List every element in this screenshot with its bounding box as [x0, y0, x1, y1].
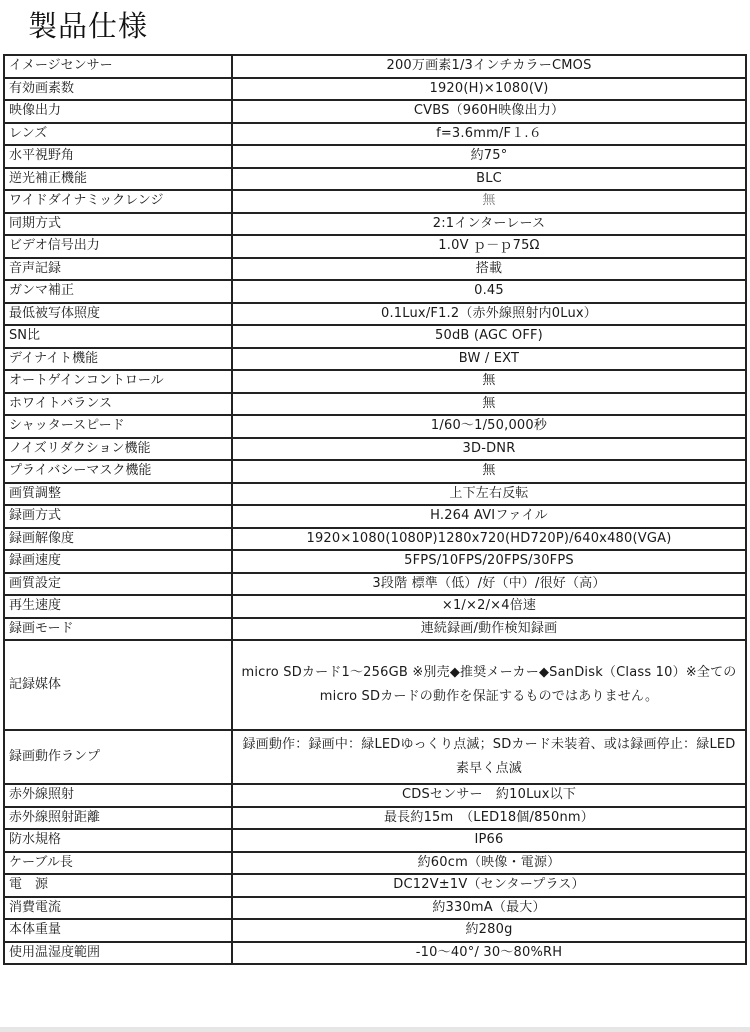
spec-label: 画質設定 — [4, 573, 232, 596]
spec-label: プライバシーマスク機能 — [4, 460, 232, 483]
spec-value: 約280g — [232, 919, 746, 942]
spec-row-record-format — [4, 505, 746, 528]
spec-label: デイナイト機能 — [4, 348, 232, 371]
spec-value: 無 — [232, 460, 746, 483]
spec-row-record-resolution — [4, 528, 746, 551]
spec-value: 1.0V ｐ－ｐ75Ω — [232, 235, 746, 258]
page-title: 製品仕様 — [28, 9, 149, 43]
spec-label: 画質調整 — [4, 483, 232, 506]
spec-value: 約60cm（映像・電源） — [232, 852, 746, 875]
spec-label: 赤外線照射距離 — [4, 807, 232, 830]
spec-label: 再生速度 — [4, 595, 232, 618]
spec-row-record-lamp — [4, 730, 746, 784]
spec-table — [3, 54, 747, 965]
spec-row-wdr — [4, 190, 746, 213]
spec-row-image-sensor — [4, 55, 746, 78]
spec-label: ワイドダイナミックレンジ — [4, 190, 232, 213]
spec-row-sync — [4, 213, 746, 236]
spec-value: CDSセンサー 約10Lux以下 — [232, 784, 746, 807]
spec-row-video-signal — [4, 235, 746, 258]
spec-value: DC12V±1V（センタープラス） — [232, 874, 746, 897]
spec-value: 最長約15m （LED18個/850nm） — [232, 807, 746, 830]
spec-value: 3D-DNR — [232, 438, 746, 461]
spec-row-cable-length — [4, 852, 746, 875]
spec-row-infrared — [4, 784, 746, 807]
spec-row-effective-pixels — [4, 78, 746, 101]
spec-value: H.264 AVIファイル — [232, 505, 746, 528]
spec-label: 同期方式 — [4, 213, 232, 236]
spec-value: 3段階 標準（低）/好（中）/很好（高） — [232, 573, 746, 596]
spec-row-sn-ratio — [4, 325, 746, 348]
spec-label: 使用温湿度範囲 — [4, 942, 232, 965]
spec-value: IP66 — [232, 829, 746, 852]
spec-row-record-speed — [4, 550, 746, 573]
spec-label: 録画方式 — [4, 505, 232, 528]
spec-row-infrared-distance — [4, 807, 746, 830]
spec-label: 記録媒体 — [4, 640, 232, 730]
spec-value: 5FPS/10FPS/20FPS/30FPS — [232, 550, 746, 573]
spec-row-white-balance — [4, 393, 746, 416]
spec-value: f=3.6mm/F１.６ — [232, 123, 746, 146]
spec-label: 逆光補正機能 — [4, 168, 232, 191]
bottom-edge-bar — [0, 1027, 750, 1032]
spec-label: 録画モード — [4, 618, 232, 641]
spec-label: 防水規格 — [4, 829, 232, 852]
spec-row-storage — [4, 640, 746, 730]
spec-row-operating-range — [4, 942, 746, 965]
spec-label: オートゲインコントロール — [4, 370, 232, 393]
spec-label: 消費電流 — [4, 897, 232, 920]
spec-label: 録画動作ランプ — [4, 730, 232, 784]
spec-row-playback-speed — [4, 595, 746, 618]
spec-label: ケーブル長 — [4, 852, 232, 875]
spec-value: -10～40°/ 30～80%RH — [232, 942, 746, 965]
spec-row-lens — [4, 123, 746, 146]
spec-value: BLC — [232, 168, 746, 191]
spec-row-audio — [4, 258, 746, 281]
spec-value: 無 — [232, 370, 746, 393]
spec-label: 録画速度 — [4, 550, 232, 573]
spec-row-quality — [4, 573, 746, 596]
spec-row-min-illumination — [4, 303, 746, 326]
spec-row-weight — [4, 919, 746, 942]
spec-row-current — [4, 897, 746, 920]
spec-value: 上下左右反転 — [232, 483, 746, 506]
spec-row-record-mode — [4, 618, 746, 641]
spec-value: 0.45 — [232, 280, 746, 303]
spec-label: 赤外線照射 — [4, 784, 232, 807]
spec-label: 本体重量 — [4, 919, 232, 942]
spec-value: 録画動作：録画中：緑LEDゆっくり点滅；SDカード未装着、或は録画停止：緑LED素早く点滅 — [232, 730, 746, 784]
spec-row-gamma — [4, 280, 746, 303]
spec-label: レンズ — [4, 123, 232, 146]
spec-row-shutter — [4, 415, 746, 438]
spec-row-view-angle — [4, 145, 746, 168]
spec-label: ビデオ信号出力 — [4, 235, 232, 258]
spec-label: 映像出力 — [4, 100, 232, 123]
spec-label: 水平視野角 — [4, 145, 232, 168]
spec-row-agc — [4, 370, 746, 393]
spec-row-waterproof — [4, 829, 746, 852]
spec-label: ノイズリダクション機能 — [4, 438, 232, 461]
spec-row-image-adjust — [4, 483, 746, 506]
spec-value: 50dB (AGC OFF) — [232, 325, 746, 348]
spec-row-noise-reduction — [4, 438, 746, 461]
spec-value: 200万画素1/3インチカラーCMOS — [232, 55, 746, 78]
spec-label: ホワイトバランス — [4, 393, 232, 416]
spec-row-video-output — [4, 100, 746, 123]
spec-label: イメージセンサー — [4, 55, 232, 78]
spec-value: 無 — [232, 190, 746, 213]
spec-value: 搭載 — [232, 258, 746, 281]
spec-value: micro SDカード1～256GB ※別売◆推奨メーカー◆SanDisk（Class 10）※全てのmicro SDカードの動作を保証するものではありません。 — [232, 640, 746, 730]
spec-value: 2:1インターレース — [232, 213, 746, 236]
spec-value: ×1/×2/×4倍速 — [232, 595, 746, 618]
spec-value: BW / EXT — [232, 348, 746, 371]
spec-value: 1920×1080(1080P)1280x720(HD720P)/640x480(VGA) — [232, 528, 746, 551]
spec-row-day-night — [4, 348, 746, 371]
spec-value: 0.1Lux/F1.2（赤外線照射内0Lux） — [232, 303, 746, 326]
spec-value: CVBS（960H映像出力） — [232, 100, 746, 123]
spec-label: 最低被写体照度 — [4, 303, 232, 326]
spec-row-power — [4, 874, 746, 897]
spec-label: 音声記録 — [4, 258, 232, 281]
spec-value: 約330mA（最大） — [232, 897, 746, 920]
spec-value: 1/60～1/50,000秒 — [232, 415, 746, 438]
spec-value: 連続録画/動作検知録画 — [232, 618, 746, 641]
spec-label: 録画解像度 — [4, 528, 232, 551]
spec-value: 約75° — [232, 145, 746, 168]
spec-value: 無 — [232, 393, 746, 416]
spec-label: シャッタースピード — [4, 415, 232, 438]
spec-label: SN比 — [4, 325, 232, 348]
spec-row-backlight — [4, 168, 746, 191]
spec-label: ガンマ補正 — [4, 280, 232, 303]
spec-row-privacy-mask — [4, 460, 746, 483]
spec-value: 1920(H)×1080(V) — [232, 78, 746, 101]
spec-label: 有効画素数 — [4, 78, 232, 101]
spec-label: 電 源 — [4, 874, 232, 897]
